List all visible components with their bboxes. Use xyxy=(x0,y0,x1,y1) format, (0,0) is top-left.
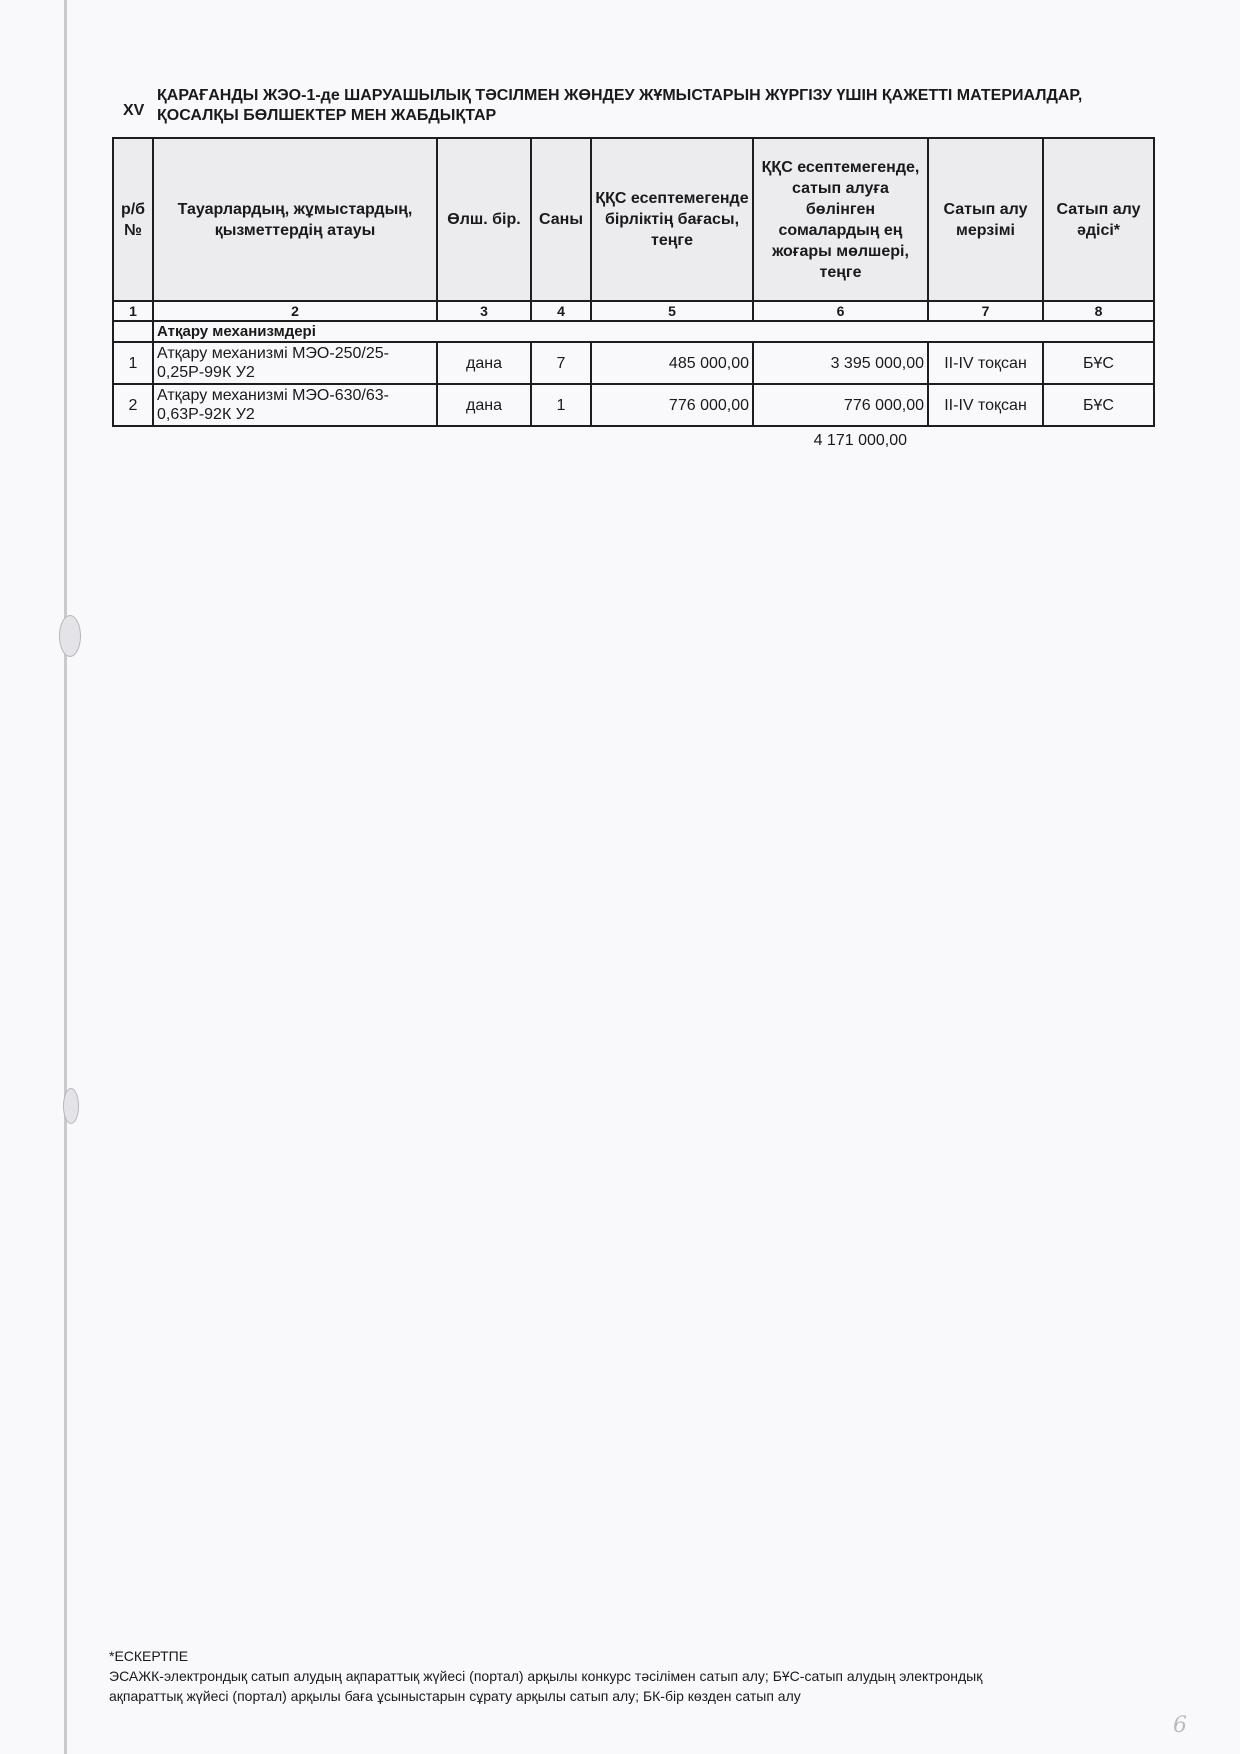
footnote-line-2: ақпараттық жүйесі (портал) арқылы баға ұсыныстарын сұрату арқылы сатып алу; БК-бір көзден сатып алу xyxy=(109,1688,801,1704)
item-unit-price: 485 000,00 xyxy=(591,342,753,384)
footnote-line-1: ЭСАЖК-электрондық сатып алудың ақпараттық жүйесі (портал) арқылы конкурс тәсілімен сатып алу; БҰС-сатып алудың электрондық xyxy=(109,1668,983,1684)
header-max-amount: ҚҚС есептемегенде, сатып алуға бөлінген сомалардың ең жоғары мөлшері, теңге xyxy=(753,138,928,301)
group-row xyxy=(113,321,1154,342)
header-period: Сатып алу мерзімі xyxy=(928,138,1043,301)
header-number xyxy=(113,138,153,301)
row-number: 2 xyxy=(113,384,153,426)
item-name xyxy=(153,342,437,384)
group-spacer xyxy=(113,321,153,342)
page-title xyxy=(157,86,1157,126)
column-number: 2 xyxy=(153,301,437,321)
section-number: XV xyxy=(123,102,145,119)
table-row xyxy=(113,342,1154,384)
item-unit-price: 776 000,00 xyxy=(591,384,753,426)
footnote xyxy=(109,1646,1169,1706)
item-name-line1: Атқару механизмі МЭО-250/25- xyxy=(157,345,389,362)
item-name-line2: 0,25Р-99К У2 xyxy=(157,364,255,381)
item-name-line2: 0,63Р-92К У2 xyxy=(157,406,255,423)
handwritten-page-mark: 6 xyxy=(1173,1713,1187,1738)
item-qty: 7 xyxy=(531,342,591,384)
item-method: БҰС xyxy=(1043,342,1154,384)
item-name-line1: Атқару механизмі МЭО-630/63- xyxy=(157,387,389,404)
item-unit: дана xyxy=(437,342,531,384)
total-amount: 4 171 000,00 xyxy=(813,432,907,449)
punch-hole xyxy=(59,615,81,657)
item-name xyxy=(153,384,437,426)
item-qty: 1 xyxy=(531,384,591,426)
column-number: 4 xyxy=(531,301,591,321)
item-unit: дана xyxy=(437,384,531,426)
column-number: 1 xyxy=(113,301,153,321)
header-name: Тауарлардың, жұмыстардың, қызметтердің атауы xyxy=(153,138,437,301)
column-number: 7 xyxy=(928,301,1043,321)
column-number: 5 xyxy=(591,301,753,321)
title-line-1: ҚАРАҒАНДЫ ЖЭО-1-де ШАРУАШЫЛЫҚ ТӘСІЛМЕН ЖӨНДЕУ ЖҰМЫСТАРЫН ЖҮРГІЗУ ҮШІН ҚАЖЕТТІ МАТЕРИАЛДАР, xyxy=(157,87,1083,104)
header-qty: Саны xyxy=(531,138,591,301)
header-unit-price: ҚҚС есептемегенде бірліктің бағасы, теңге xyxy=(591,138,753,301)
item-period: II-IV тоқсан xyxy=(928,384,1043,426)
procurement-table xyxy=(112,137,1155,427)
binding-edge xyxy=(64,0,67,1754)
header-number-line2: № xyxy=(124,221,142,239)
column-number: 3 xyxy=(437,301,531,321)
row-number: 1 xyxy=(113,342,153,384)
item-period: II-IV тоқсан xyxy=(928,342,1043,384)
header-method: Сатып алу әдісі* xyxy=(1043,138,1154,301)
table-row xyxy=(113,384,1154,426)
header-unit: Өлш. бір. xyxy=(437,138,531,301)
header-number-line1: р/б xyxy=(120,200,146,218)
item-max-amount: 776 000,00 xyxy=(753,384,928,426)
item-method: БҰС xyxy=(1043,384,1154,426)
column-number: 6 xyxy=(753,301,928,321)
header-row xyxy=(113,138,1154,301)
group-title: Атқару механизмдері xyxy=(153,321,1154,342)
footnote-title: *ЕСКЕРТПЕ xyxy=(109,1648,189,1664)
item-max-amount: 3 395 000,00 xyxy=(753,342,928,384)
column-number-row xyxy=(113,301,1154,321)
title-line-2: ҚОСАЛҚЫ БӨЛШЕКТЕР МЕН ЖАБДЫҚТАР xyxy=(157,107,497,124)
punch-hole xyxy=(63,1088,79,1124)
column-number: 8 xyxy=(1043,301,1154,321)
